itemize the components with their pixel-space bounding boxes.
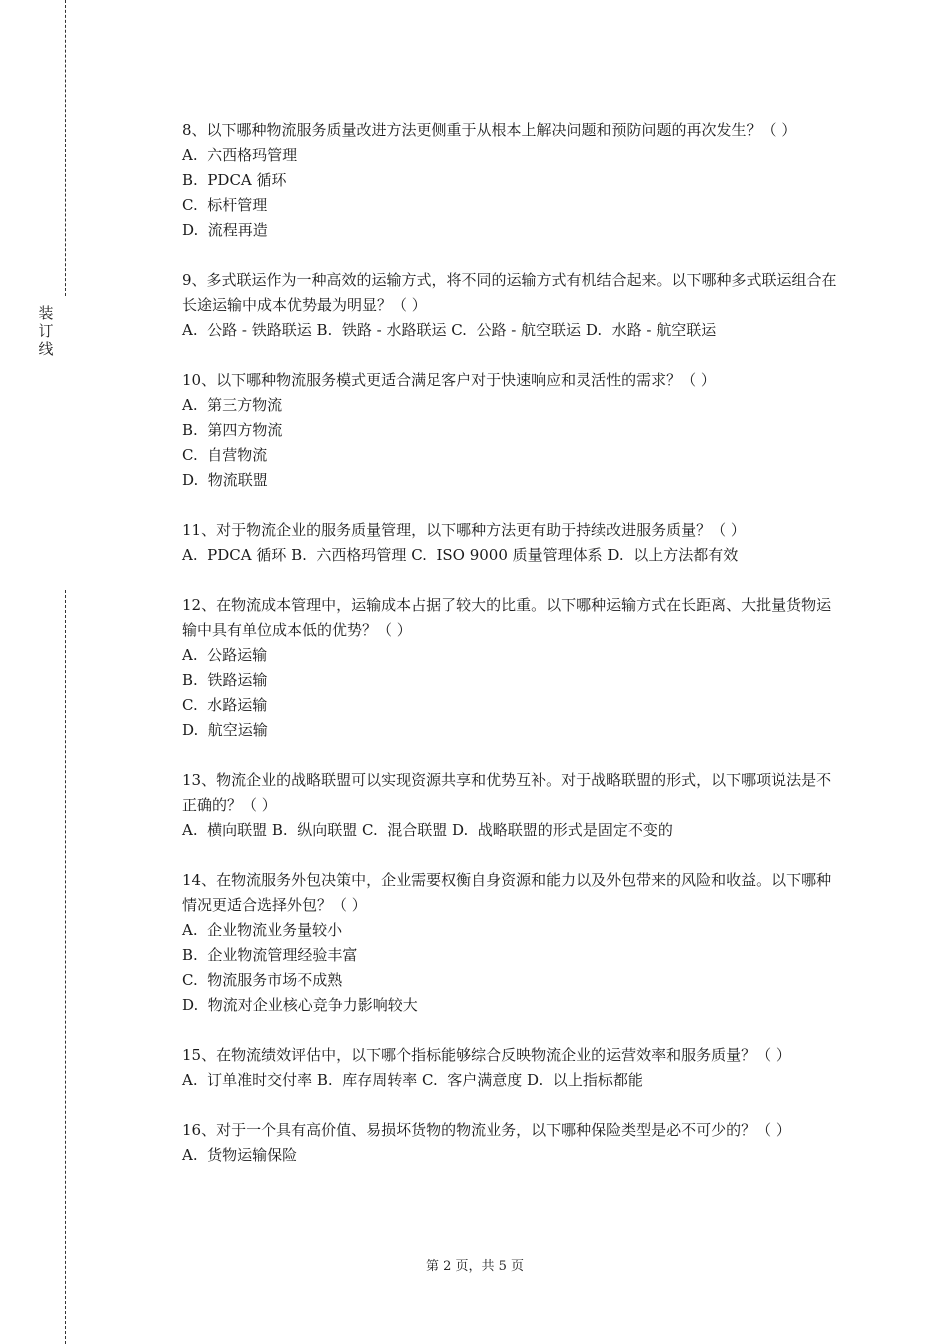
answer-option: C. 物流服务市场不成熟 — [182, 971, 343, 989]
answer-option: A. 公路运输 — [182, 646, 268, 664]
question-text: 13、物流企业的战略联盟可以实现资源共享和优势互补。对于战略联盟的形式，以下哪项说法是不正确的？（ ） — [182, 771, 832, 814]
question-item — [182, 868, 842, 1018]
answer-option: D. 物流对企业核心竞争力影响较大 — [182, 996, 418, 1014]
answer-option: C. 标杆管理 — [182, 196, 268, 214]
answer-option: B. PDCA 循环 — [182, 171, 287, 189]
question-text: 10、以下哪种物流服务模式更适合满足客户对于快速响应和灵活性的需求？（ ） — [182, 371, 716, 389]
page-footer: 第 2 页，共 5 页 — [425, 1259, 525, 1274]
question-item — [182, 1043, 842, 1093]
answer-option: D. 航空运输 — [182, 721, 268, 739]
question-item — [182, 1118, 842, 1168]
question-item — [182, 118, 842, 243]
question-item — [182, 268, 842, 343]
question-text: 12、在物流成本管理中，运输成本占据了较大的比重。以下哪种运输方式在长距离、大批量货物运输中具有单位成本低的优势？（ ） — [182, 596, 832, 639]
question-text: 16、对于一个具有高价值、易损坏货物的物流业务，以下哪种保险类型是必不可少的？（ ） — [182, 1121, 791, 1139]
binding-line-bottom — [65, 590, 66, 1344]
question-text: 8、以下哪种物流服务质量改进方法更侧重于从根本上解决问题和预防问题的再次发生？（ ） — [182, 121, 797, 139]
answer-option: A. 六西格玛管理 — [182, 146, 298, 164]
question-text: 14、在物流服务外包决策中，企业需要权衡自身资源和能力以及外包带来的风险和收益。以下哪种情况更适合选择外包？（ ） — [182, 871, 832, 914]
answer-option: C. 自营物流 — [182, 446, 268, 464]
answer-option: A. 第三方物流 — [182, 396, 283, 414]
answer-option: B. 企业物流管理经验丰富 — [182, 946, 358, 964]
answer-option: A. 货物运输保险 — [182, 1146, 298, 1164]
question-item — [182, 368, 842, 493]
question-list — [182, 118, 842, 1193]
question-item — [182, 768, 842, 843]
binding-label: 装订线 — [38, 304, 54, 358]
answer-option: A. 横向联盟 B. 纵向联盟 C. 混合联盟 D. 战略联盟的形式是固定不变的 — [182, 821, 673, 839]
answer-option: B. 第四方物流 — [182, 421, 283, 439]
answer-option: A. 企业物流业务量较小 — [182, 921, 343, 939]
answer-option: A. PDCA 循环 B. 六西格玛管理 C. ISO 9000 质量管理体系 D. 以上方法都有效 — [182, 546, 739, 564]
answer-option: D. 物流联盟 — [182, 471, 268, 489]
answer-option: A. 订单准时交付率 B. 库存周转率 C. 客户满意度 D. 以上指标都能 — [182, 1071, 643, 1089]
answer-option: C. 水路运输 — [182, 696, 268, 714]
question-text: 9、多式联运作为一种高效的运输方式，将不同的运输方式有机结合起来。以下哪种多式联运组合在长途运输中成本优势最为明显？（ ） — [182, 271, 837, 314]
binding-line-top — [65, 0, 66, 296]
question-text: 11、对于物流企业的服务质量管理，以下哪种方法更有助于持续改进服务质量？（ ） — [182, 521, 746, 539]
answer-option: D. 流程再造 — [182, 221, 268, 239]
answer-option: B. 铁路运输 — [182, 671, 268, 689]
question-item — [182, 518, 842, 568]
question-text: 15、在物流绩效评估中，以下哪个指标能够综合反映物流企业的运营效率和服务质量？（ ） — [182, 1046, 791, 1064]
question-item — [182, 593, 842, 743]
answer-option: A. 公路 - 铁路联运 B. 铁路 - 水路联运 C. 公路 - 航空联运 D. 水路 - 航空联运 — [182, 321, 717, 339]
